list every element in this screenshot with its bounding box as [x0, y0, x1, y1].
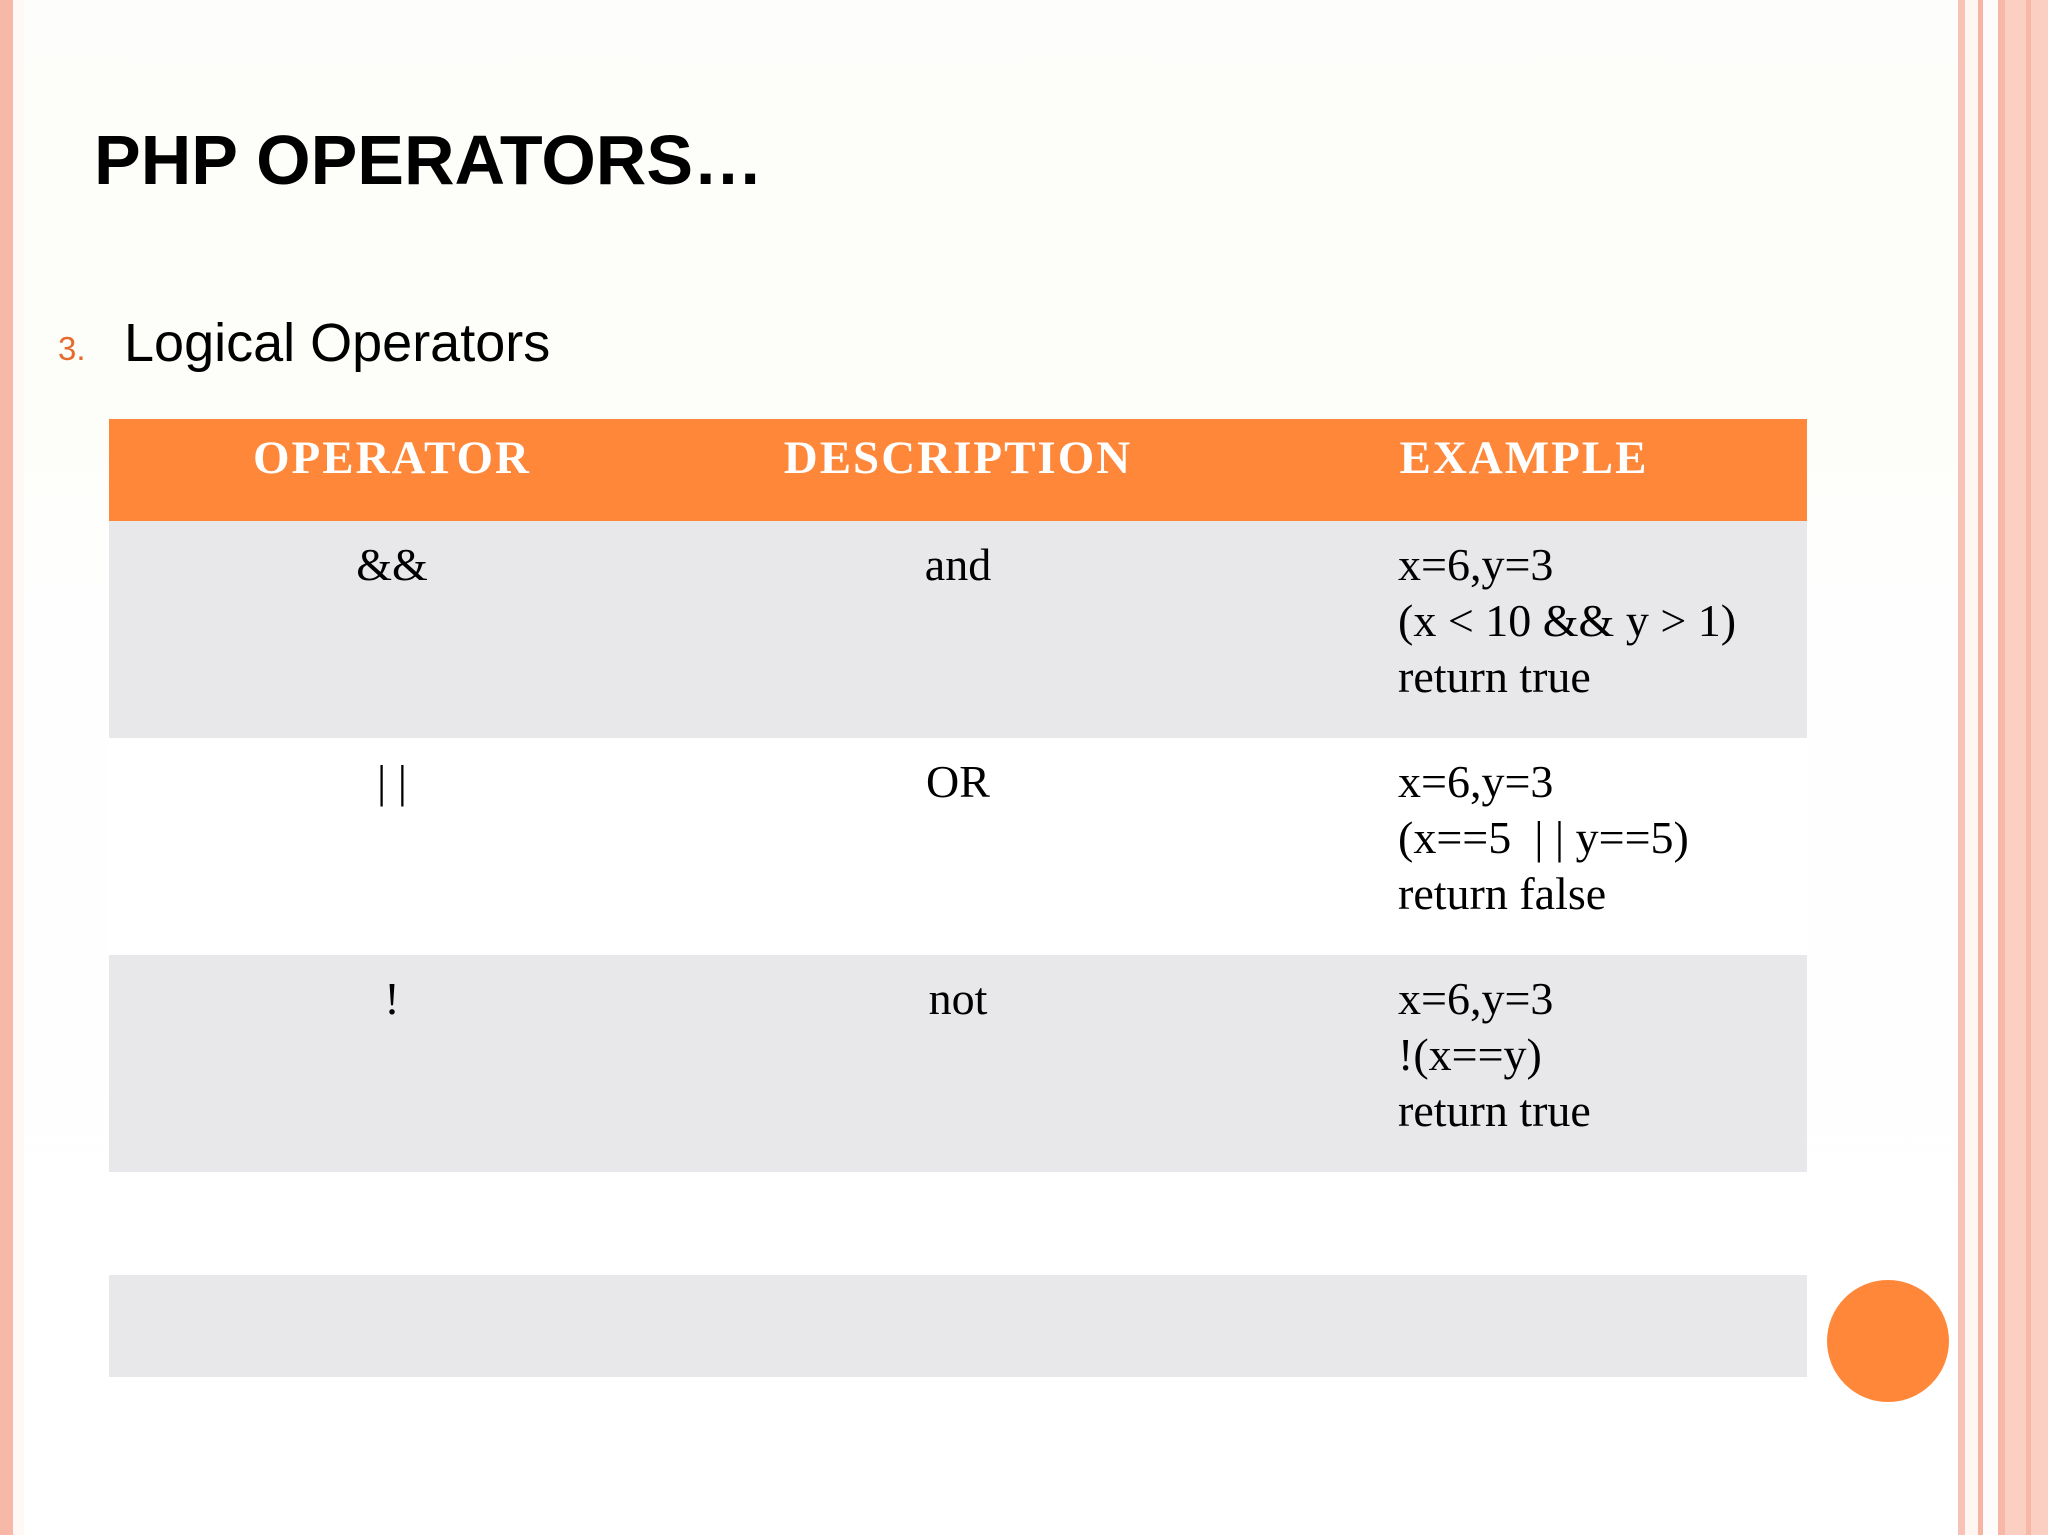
left-decorative-bar: [0, 0, 13, 1535]
example-line: (x==5 | | y==5): [1398, 812, 1689, 863]
right-decorative-stripe: [1998, 0, 2005, 1535]
example-line: return false: [1398, 868, 1607, 919]
description-cell: and: [675, 521, 1241, 738]
example-cell: [1241, 521, 1807, 738]
empty-table-band: [109, 1275, 1807, 1377]
table-row: [109, 738, 1807, 955]
description-cell: not: [675, 955, 1241, 1172]
table-header-row: [109, 419, 1807, 521]
right-decorative-stripe: [1958, 0, 1965, 1535]
description-cell: OR: [675, 738, 1241, 955]
example-line: x=6,y=3: [1398, 539, 1554, 590]
decorative-orange-circle: [1827, 1280, 1949, 1402]
operator-cell: &&: [109, 521, 675, 738]
example-line: return true: [1398, 651, 1591, 702]
right-decorative-stripe: [1983, 0, 1998, 1535]
right-decorative-stripe: [1965, 0, 1978, 1535]
header-description: DESCRIPTION: [675, 419, 1241, 521]
header-operator: OPERATOR: [109, 419, 675, 521]
table-row: [109, 521, 1807, 738]
example-line: x=6,y=3: [1398, 973, 1554, 1024]
example-line: !(x==y): [1398, 1029, 1542, 1080]
table-row: [109, 955, 1807, 1172]
list-item-number: 3.: [58, 330, 86, 367]
slide-title: PHP OPERATORS…: [94, 121, 764, 199]
operator-cell: | |: [109, 738, 675, 955]
header-example: EXAMPLE: [1241, 419, 1807, 521]
example-line: return true: [1398, 1085, 1591, 1136]
logical-operators-table: [109, 419, 1807, 1172]
example-cell: [1241, 738, 1807, 955]
right-decorative-stripe: [2026, 0, 2031, 1535]
operator-cell: !: [109, 955, 675, 1172]
example-cell: [1241, 955, 1807, 1172]
example-line: x=6,y=3: [1398, 756, 1554, 807]
list-item-text: Logical Operators: [124, 313, 551, 373]
left-decorative-bar-inner: [13, 0, 24, 1535]
example-line: (x < 10 && y > 1): [1398, 595, 1737, 646]
